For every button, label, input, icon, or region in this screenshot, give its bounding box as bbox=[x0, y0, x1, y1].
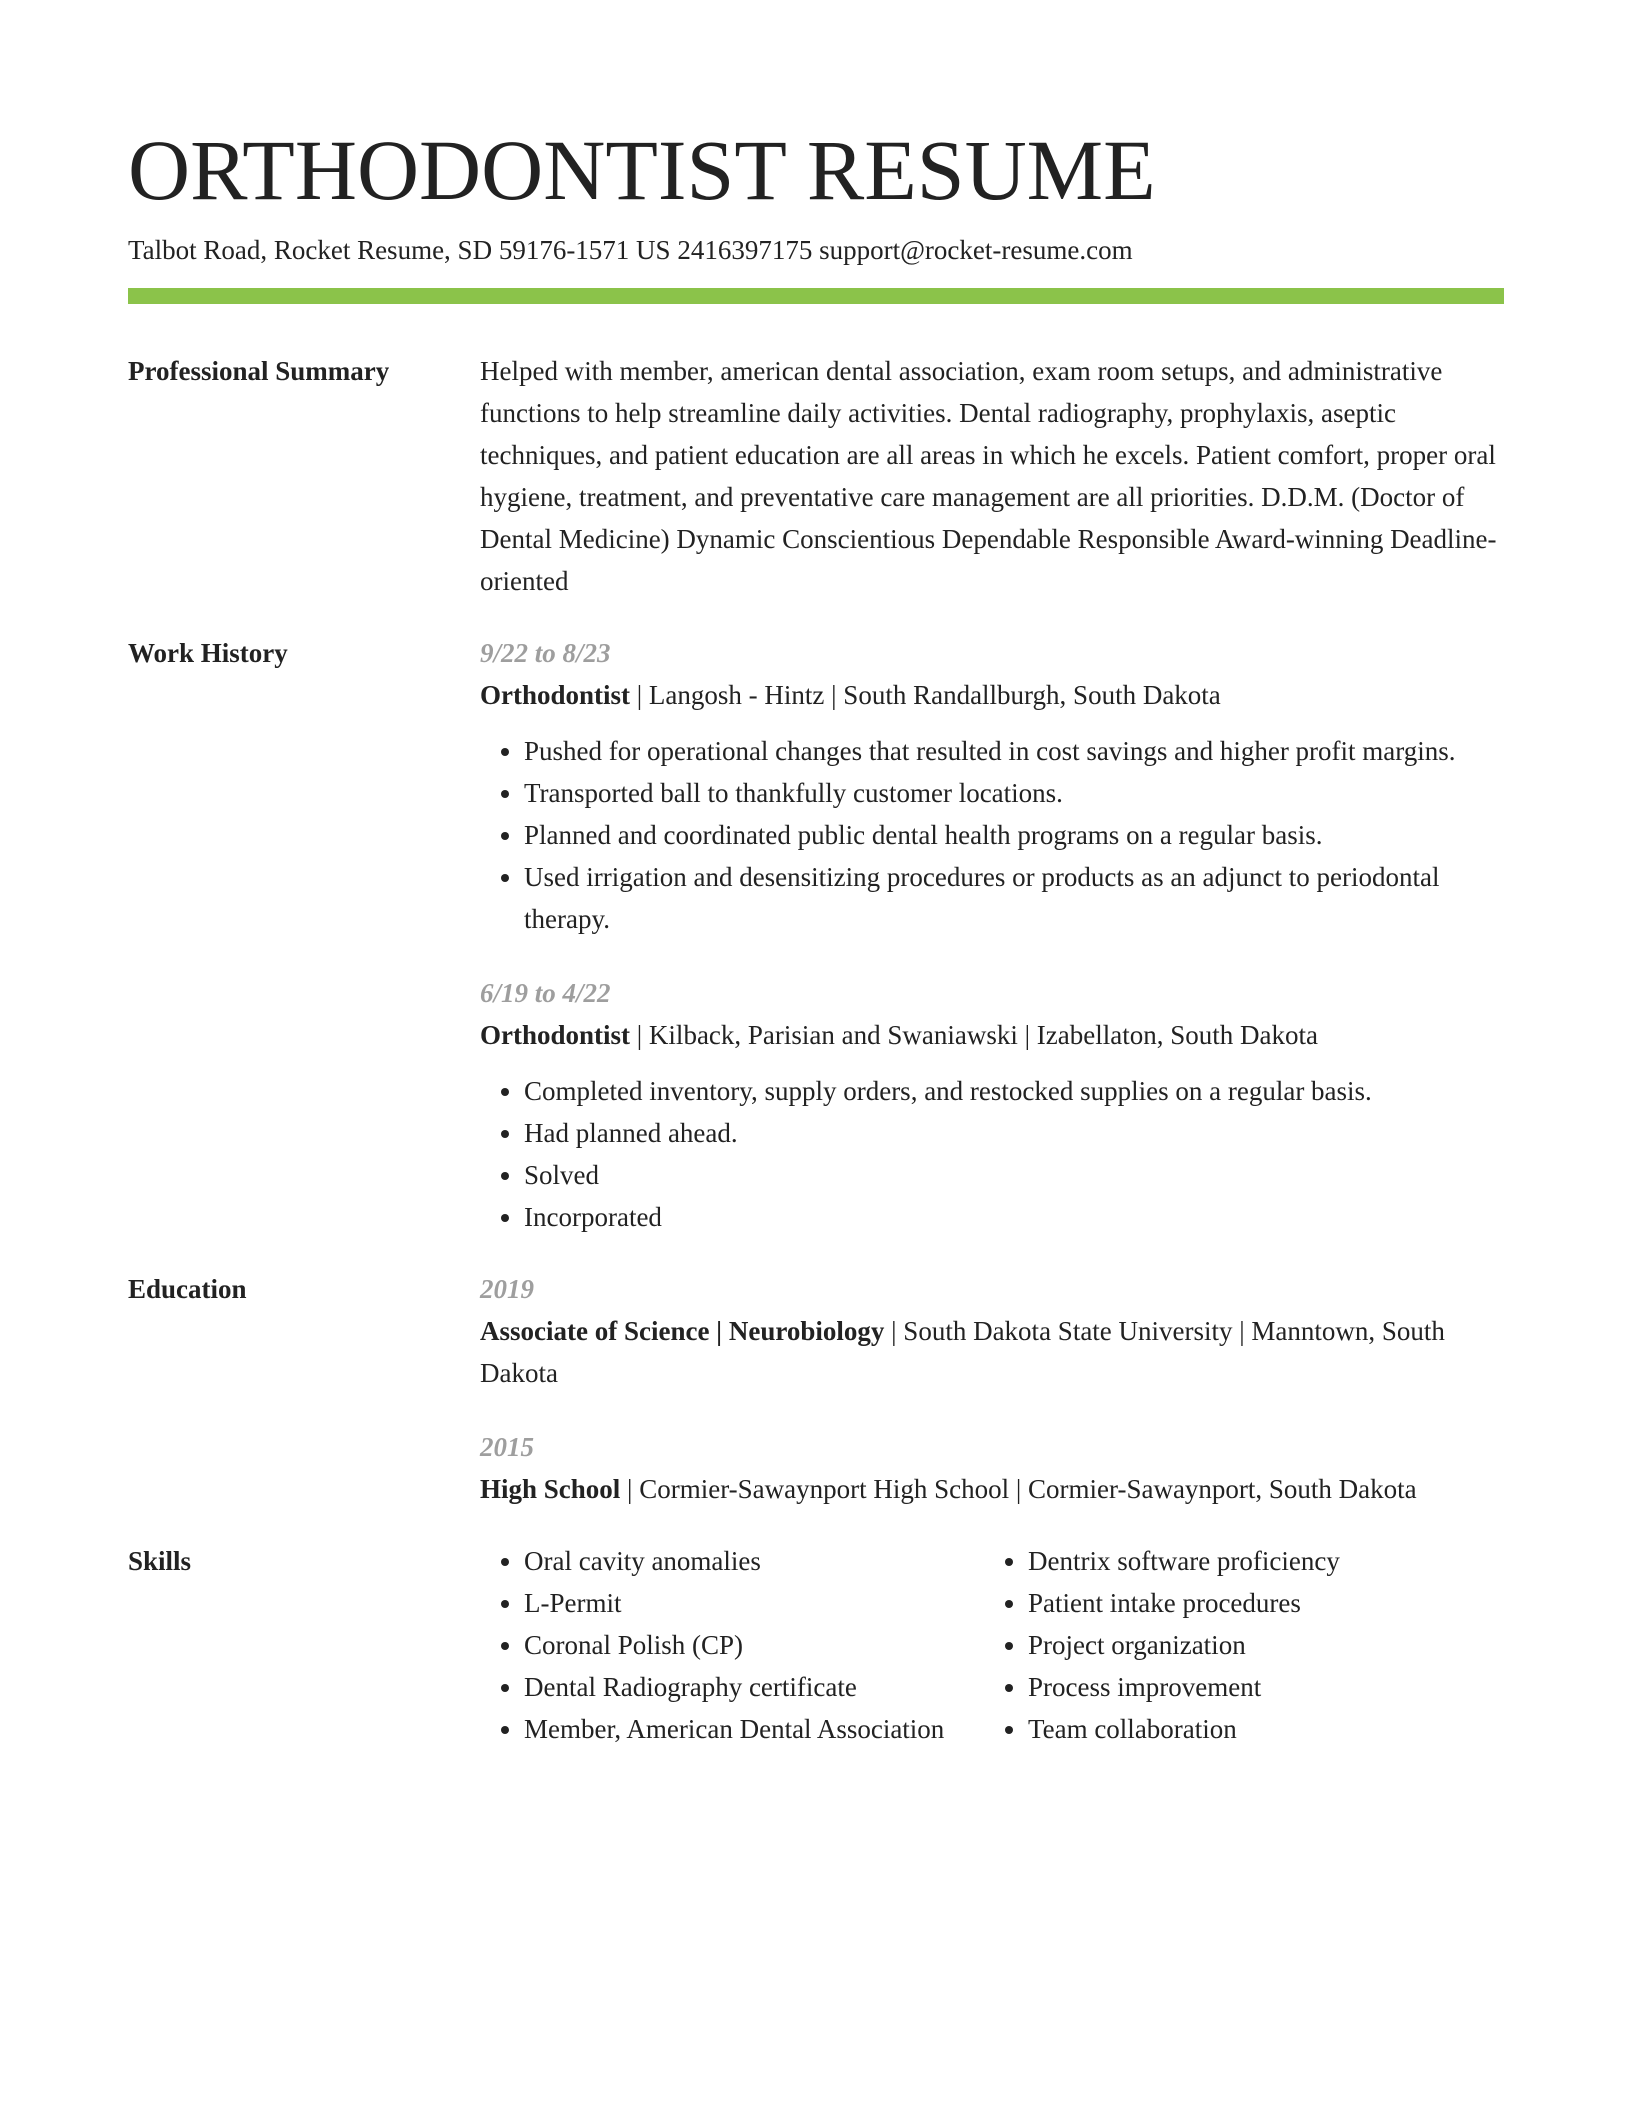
skills-section bbox=[128, 1540, 1504, 1750]
education-body bbox=[480, 1268, 1504, 1510]
job-dates: 6/19 to 4/22 bbox=[480, 978, 611, 1008]
job-title-line bbox=[480, 674, 1504, 716]
education-details: | Cormier-Sawaynport High School | Cormier-Sawaynport, South Dakota bbox=[620, 1474, 1417, 1504]
list-item: • Completed inventory, supply orders, and restocked supplies on a regular basis. bbox=[524, 1070, 1504, 1112]
list-item: • Pushed for operational changes that resulted in cost savings and higher profit margins. bbox=[524, 730, 1504, 772]
skills-body bbox=[480, 1540, 1504, 1750]
list-item: • Used irrigation and desensitizing procedures or products as an adjunct to periodontal therapy. bbox=[524, 856, 1504, 940]
summary-text: Helped with member, american dental association, exam room setups, and administrative functions to help streamline daily activities. Dental radiography, prophylaxis, aseptic techniques, and patient education are all areas in which he excels. Patient comfort, proper oral hygiene, treatment, and preventative care management are all priorities. D.D.M. (Doctor of Dental Medicine) Dynamic Conscientious Dependable Responsible Award-winning Deadline-oriented bbox=[480, 356, 1497, 596]
section-label-education: Education bbox=[128, 1274, 247, 1304]
list-item: • Had planned ahead. bbox=[524, 1112, 1504, 1154]
skill-item: • Coronal Polish (CP) bbox=[524, 1624, 984, 1666]
contact-line: Talbot Road, Rocket Resume, SD 59176-1571 US 2416397175 support@rocket-resume.com bbox=[128, 235, 1133, 265]
header-divider bbox=[128, 288, 1504, 304]
skills-column-a bbox=[480, 1540, 984, 1750]
section-label-summary: Professional Summary bbox=[128, 356, 390, 386]
resume-page bbox=[128, 120, 1504, 1750]
job-details: | Langosh - Hintz | South Randallburgh, South Dakota bbox=[630, 680, 1221, 710]
list-item: • Incorporated bbox=[524, 1196, 1504, 1238]
skill-item: • Process improvement bbox=[1028, 1666, 1484, 1708]
education-section bbox=[128, 1268, 1504, 1510]
education-degree: Associate of Science | Neurobiology bbox=[480, 1316, 885, 1346]
job-details: | Kilback, Parisian and Swaniawski | Izabellaton, South Dakota bbox=[630, 1020, 1318, 1050]
job-bullets bbox=[480, 1070, 1504, 1238]
skill-item: • Project organization bbox=[1028, 1624, 1484, 1666]
skill-item: • Patient intake procedures bbox=[1028, 1582, 1484, 1624]
education-degree: High School bbox=[480, 1474, 621, 1504]
education-line bbox=[480, 1310, 1504, 1394]
list-item: • Solved bbox=[524, 1154, 1504, 1196]
job-dates: 9/22 to 8/23 bbox=[480, 638, 611, 668]
job-bullets bbox=[480, 730, 1504, 940]
education-line bbox=[480, 1468, 1504, 1510]
work-history-body bbox=[480, 632, 1504, 1238]
job-title: Orthodontist bbox=[480, 680, 631, 710]
skills-list-a bbox=[480, 1540, 984, 1750]
skill-item: • Dentrix software proficiency bbox=[1028, 1540, 1484, 1582]
list-item: • Planned and coordinated public dental health programs on a regular basis. bbox=[524, 814, 1504, 856]
job-title-line bbox=[480, 1014, 1504, 1056]
summary-section bbox=[128, 350, 1504, 602]
skill-item: • Dental Radiography certificate bbox=[524, 1666, 984, 1708]
job-entry bbox=[480, 632, 1504, 940]
skills-list-b bbox=[984, 1540, 1484, 1750]
skill-item: • Oral cavity anomalies bbox=[524, 1540, 984, 1582]
resume-title: ORTHODONTIST RESUME bbox=[128, 122, 1156, 218]
work-history-section bbox=[128, 632, 1504, 1238]
education-year: 2019 bbox=[480, 1274, 534, 1304]
section-label-skills: Skills bbox=[128, 1546, 192, 1576]
list-item: • Transported ball to thankfully customer locations. bbox=[524, 772, 1504, 814]
skill-item: • L-Permit bbox=[524, 1582, 984, 1624]
education-year: 2015 bbox=[480, 1432, 534, 1462]
section-label-work: Work History bbox=[128, 638, 288, 668]
skill-item: • Team collaboration bbox=[1028, 1708, 1484, 1750]
skills-column-b bbox=[984, 1540, 1484, 1750]
education-entry bbox=[480, 1268, 1504, 1394]
education-details: | South Dakota State University | Manntown, South Dakota bbox=[480, 1316, 1445, 1388]
job-entry bbox=[480, 972, 1504, 1238]
education-entry bbox=[480, 1426, 1504, 1510]
skill-item: • Member, American Dental Association bbox=[524, 1708, 984, 1750]
job-title: Orthodontist bbox=[480, 1020, 631, 1050]
